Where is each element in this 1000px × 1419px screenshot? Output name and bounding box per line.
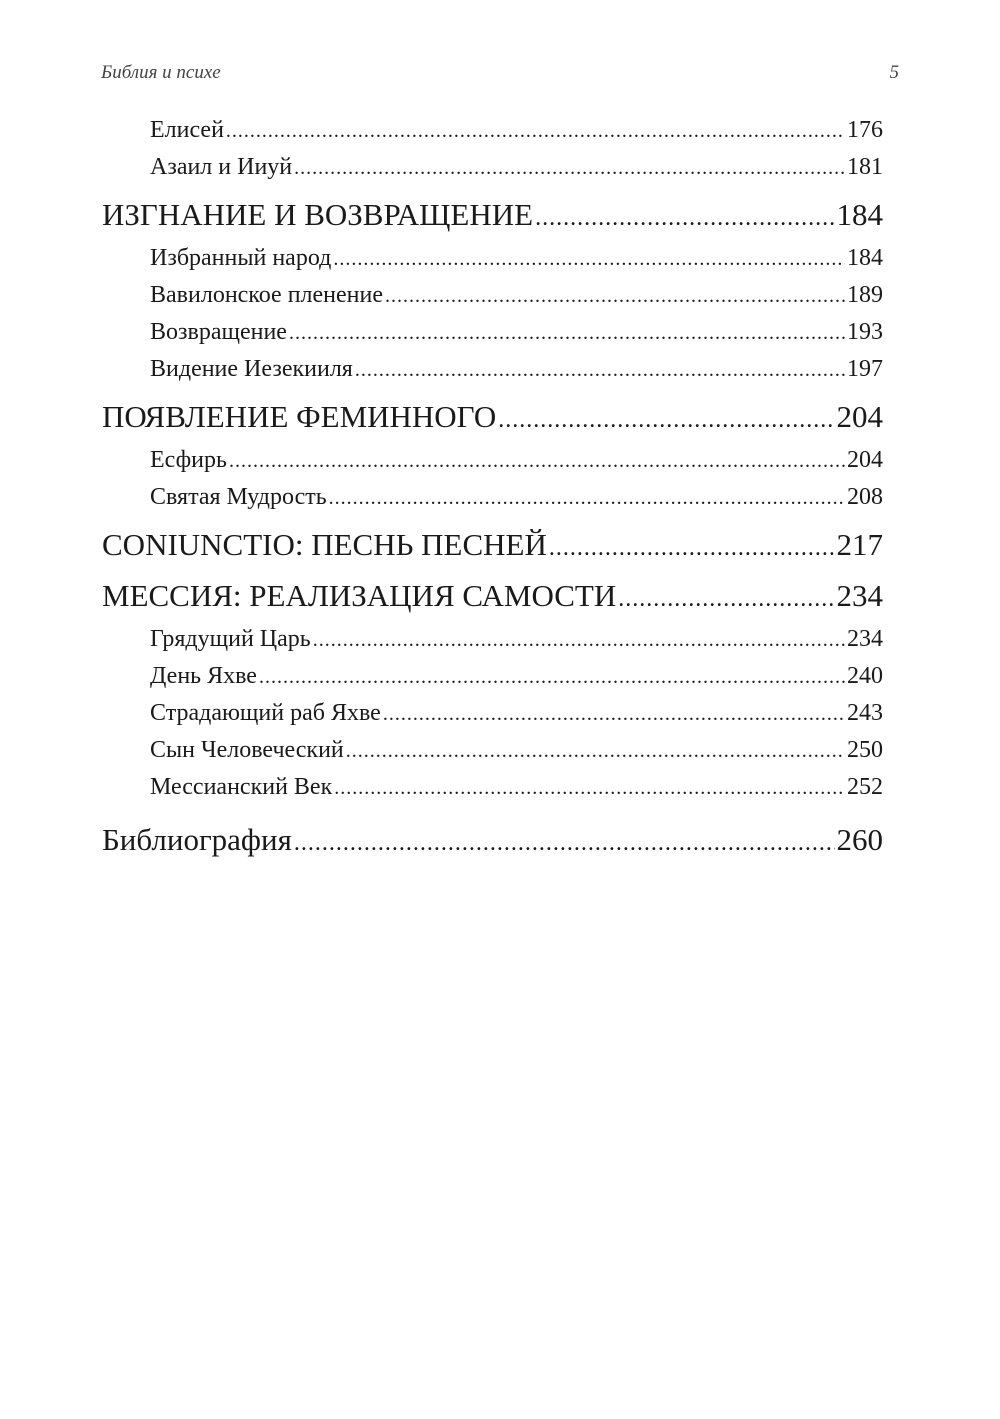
toc-chapter-label: Библиография	[102, 822, 292, 857]
toc-entry-page: 197	[847, 356, 883, 382]
toc-entry-page: 243	[847, 700, 883, 726]
toc-entry[interactable]	[102, 240, 883, 277]
toc-chapter-label: CONIUNCTIO: ПЕСНЬ ПЕСНЕЙ	[102, 527, 547, 562]
toc-entry-page: 208	[847, 484, 883, 510]
toc-chapter[interactable]	[102, 519, 883, 570]
toc-leader-dots	[333, 241, 845, 278]
toc-leader-dots	[289, 315, 845, 352]
toc-chapter[interactable]	[102, 189, 883, 240]
toc-entry-label: Избранный народ	[150, 245, 332, 271]
toc-leader-dots	[535, 193, 834, 244]
toc-leader-dots	[334, 770, 845, 807]
toc-entry-page: 189	[847, 282, 883, 308]
page-number: 5	[889, 62, 899, 83]
toc-entry-page: 240	[847, 663, 883, 689]
toc-entry[interactable]	[102, 442, 883, 479]
toc-leader-dots	[313, 622, 845, 659]
toc-chapter[interactable]	[102, 814, 883, 865]
toc-entry-page: 176	[847, 117, 883, 143]
toc-leader-dots	[294, 818, 835, 869]
toc-entry-page: 184	[847, 245, 883, 271]
toc-leader-dots	[385, 278, 845, 315]
toc-chapter-page: 217	[836, 527, 883, 562]
toc-entry[interactable]	[102, 658, 883, 695]
toc-leader-dots	[294, 150, 845, 187]
toc-entry[interactable]	[102, 732, 883, 769]
toc-leader-dots	[549, 523, 835, 574]
table-of-contents	[102, 112, 883, 865]
toc-chapter-page: 184	[836, 197, 883, 232]
toc-leader-dots	[346, 733, 845, 770]
toc-entry-page: 252	[847, 774, 883, 800]
toc-entry-label: Видение Иезекииля	[150, 356, 353, 382]
toc-chapter-page: 204	[836, 399, 883, 434]
toc-chapter-page: 234	[836, 578, 883, 613]
toc-leader-dots	[355, 352, 845, 389]
toc-chapter-page: 260	[836, 822, 883, 857]
toc-entry[interactable]	[102, 314, 883, 351]
toc-entry[interactable]	[102, 695, 883, 732]
toc-chapter-label: ПОЯВЛЕНИЕ ФЕМИННОГО	[102, 399, 497, 434]
toc-entry[interactable]	[102, 351, 883, 388]
toc-entry-page: 250	[847, 737, 883, 763]
toc-entry[interactable]	[102, 769, 883, 806]
toc-entry[interactable]	[102, 149, 883, 186]
toc-entry-label: Есфирь	[150, 447, 227, 473]
toc-entry-label: День Яхве	[150, 663, 257, 689]
toc-chapter[interactable]	[102, 391, 883, 442]
toc-entry-label: Елисей	[150, 117, 224, 143]
toc-entry-label: Вавилонское пленение	[150, 282, 384, 308]
toc-leader-dots	[226, 113, 845, 150]
toc-chapter-label: МЕССИЯ: РЕАЛИЗАЦИЯ САМОСТИ	[102, 578, 617, 613]
toc-entry[interactable]	[102, 621, 883, 658]
toc-entry[interactable]	[102, 112, 883, 149]
toc-entry-label: Азаил и Ииуй	[150, 154, 293, 180]
toc-entry[interactable]	[102, 277, 883, 314]
toc-leader-dots	[229, 443, 845, 480]
toc-entry-label: Возвращение	[150, 319, 287, 345]
toc-entry-page: 204	[847, 447, 883, 473]
toc-leader-dots	[329, 480, 845, 517]
toc-chapter[interactable]	[102, 570, 883, 621]
toc-entry-label: Сын Человеческий	[150, 737, 344, 763]
toc-leader-dots	[498, 395, 834, 446]
toc-leader-dots	[618, 574, 834, 625]
toc-entry[interactable]	[102, 479, 883, 516]
toc-entry-label: Страдающий раб Яхве	[150, 700, 381, 726]
toc-chapter-label: ИЗГНАНИЕ И ВОЗВРАЩЕНИЕ	[102, 197, 534, 232]
toc-entry-label: Святая Мудрость	[150, 484, 327, 510]
toc-entry-page: 193	[847, 319, 883, 345]
toc-entry-label: Грядущий Царь	[150, 626, 311, 652]
running-head	[101, 62, 899, 90]
toc-leader-dots	[383, 696, 845, 733]
running-head-title: Библия и психе	[101, 62, 221, 83]
toc-entry-label: Мессианский Век	[150, 774, 333, 800]
toc-entry-page: 181	[847, 154, 883, 180]
toc-leader-dots	[259, 659, 845, 696]
toc-entry-page: 234	[847, 626, 883, 652]
